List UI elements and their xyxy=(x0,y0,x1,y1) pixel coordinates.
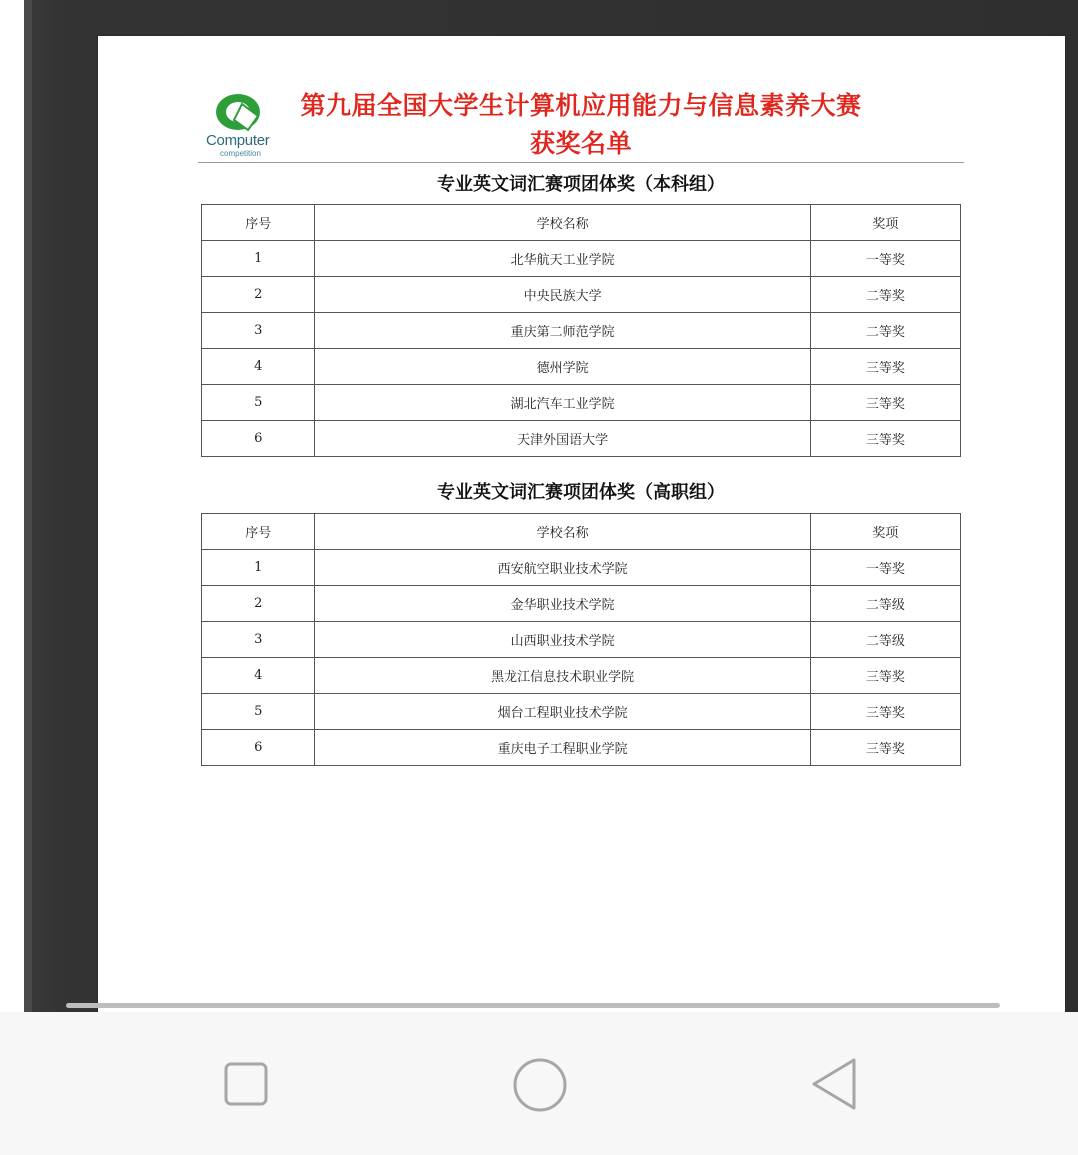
table-row xyxy=(202,550,961,586)
header-award: 奖项 xyxy=(810,514,960,550)
header-index: 序号 xyxy=(202,514,315,550)
back-icon xyxy=(810,1057,858,1111)
cell-index: 5 xyxy=(202,385,315,421)
cell-index: 1 xyxy=(202,241,315,277)
header-index: 序号 xyxy=(202,205,315,241)
cell-index: 6 xyxy=(202,421,315,457)
cell-index: 4 xyxy=(202,349,315,385)
cell-index: 2 xyxy=(202,277,315,313)
cell-award: 三等奖 xyxy=(810,730,960,766)
cell-index: 2 xyxy=(202,586,315,622)
table-row xyxy=(202,349,961,385)
awards-table-undergrad xyxy=(201,204,961,457)
cell-award: 三等奖 xyxy=(810,694,960,730)
cell-school: 西安航空职业技术学院 xyxy=(315,550,810,586)
table-row xyxy=(202,385,961,421)
cell-award: 三等奖 xyxy=(810,421,960,457)
cell-school: 天津外国语大学 xyxy=(315,421,810,457)
home-button[interactable] xyxy=(512,1057,568,1113)
cell-award: 二等奖 xyxy=(810,313,960,349)
section-title-undergrad: 专业英文词汇赛项团体奖（本科组） xyxy=(437,174,725,195)
table-row xyxy=(202,421,961,457)
table-header-row xyxy=(202,205,961,241)
document-page xyxy=(98,36,1065,1012)
cell-index: 3 xyxy=(202,622,315,658)
awards-table-vocational xyxy=(201,513,961,766)
back-button[interactable] xyxy=(810,1057,858,1111)
header-divider xyxy=(198,162,964,163)
section-title-vocational: 专业英文词汇赛项团体奖（高职组） xyxy=(437,482,725,503)
recent-apps-button[interactable] xyxy=(224,1062,268,1106)
page-title: 第九届全国大学生计算机应用能力与信息素养大赛 xyxy=(300,91,862,120)
cell-school: 重庆第二师范学院 xyxy=(315,313,810,349)
cell-index: 6 xyxy=(202,730,315,766)
cell-school: 德州学院 xyxy=(315,349,810,385)
cell-school: 湖北汽车工业学院 xyxy=(315,385,810,421)
cell-school: 黑龙江信息技术职业学院 xyxy=(315,658,810,694)
table-row xyxy=(202,313,961,349)
logo-subtext: competition xyxy=(220,149,261,158)
viewer-edge xyxy=(24,0,32,1012)
table-row xyxy=(202,694,961,730)
page-subtitle: 获奖名单 xyxy=(529,129,632,158)
cell-award: 三等奖 xyxy=(810,658,960,694)
system-navigation-bar xyxy=(0,1012,1078,1155)
cell-index: 1 xyxy=(202,550,315,586)
cell-index: 4 xyxy=(202,658,315,694)
table-header-row xyxy=(202,514,961,550)
cell-award: 二等级 xyxy=(810,622,960,658)
cell-school: 山西职业技术学院 xyxy=(315,622,810,658)
cell-school: 金华职业技术学院 xyxy=(315,586,810,622)
cell-award: 二等级 xyxy=(810,586,960,622)
table-row xyxy=(202,658,961,694)
table-row xyxy=(202,586,961,622)
horizontal-scrollbar[interactable] xyxy=(66,1003,1000,1008)
cell-award: 二等奖 xyxy=(810,277,960,313)
cell-index: 3 xyxy=(202,313,315,349)
cell-school: 北华航天工业学院 xyxy=(315,241,810,277)
cell-award: 三等奖 xyxy=(810,385,960,421)
header-award: 奖项 xyxy=(810,205,960,241)
cell-school: 重庆电子工程职业学院 xyxy=(315,730,810,766)
cell-award: 一等奖 xyxy=(810,241,960,277)
cell-award: 三等奖 xyxy=(810,349,960,385)
cell-school: 烟台工程职业技术学院 xyxy=(315,694,810,730)
table-row xyxy=(202,277,961,313)
header-school: 学校名称 xyxy=(315,514,810,550)
home-icon xyxy=(512,1057,568,1113)
cell-school: 中央民族大学 xyxy=(315,277,810,313)
logo-text: Computer xyxy=(206,132,270,149)
cell-index: 5 xyxy=(202,694,315,730)
document-header xyxy=(198,86,964,166)
table-row xyxy=(202,730,961,766)
table-row xyxy=(202,622,961,658)
header-school: 学校名称 xyxy=(315,205,810,241)
recent-apps-icon xyxy=(224,1062,268,1106)
table-row xyxy=(202,241,961,277)
cell-award: 一等奖 xyxy=(810,550,960,586)
